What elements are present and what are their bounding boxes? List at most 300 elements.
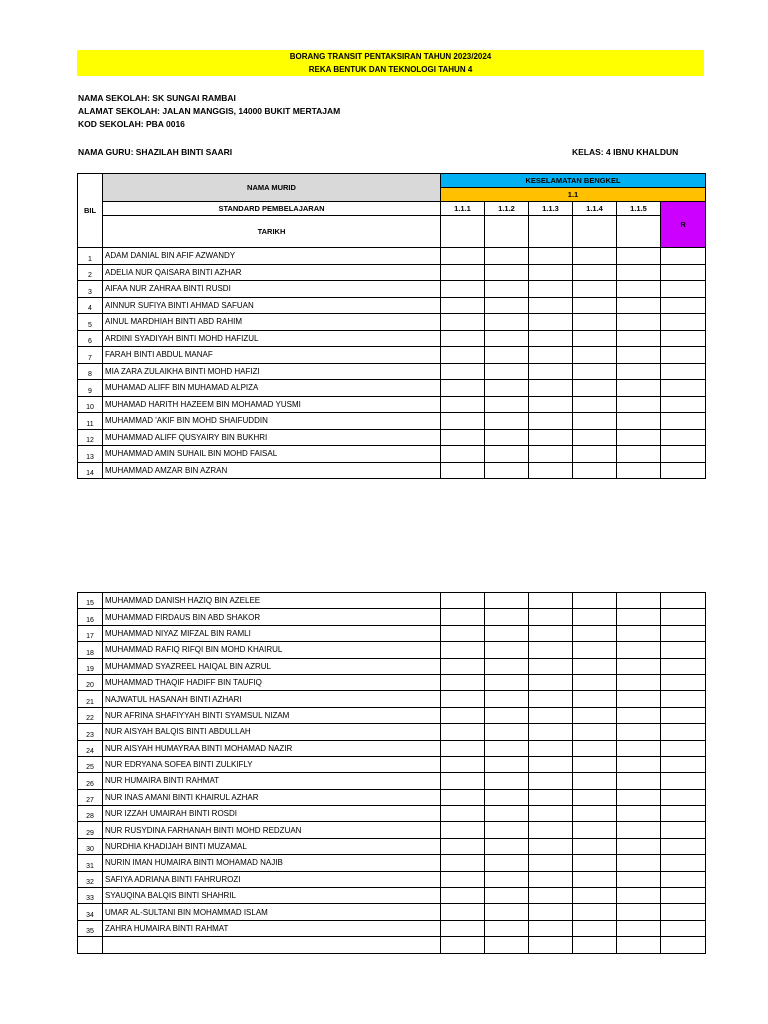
score-cell[interactable] [661,871,706,887]
student-name: NUR RUSYDINA FARHANAH BINTI MOHD REDZUAN [103,822,441,838]
score-cell[interactable] [529,806,573,822]
tarikh-cell[interactable] [573,216,617,248]
tarikh-cell[interactable] [617,216,661,248]
score-cell[interactable] [441,642,485,658]
student-number: 24 [78,740,103,756]
score-cell[interactable] [485,413,529,430]
student-number: 22 [78,707,103,723]
score-cell[interactable] [529,609,573,625]
score-cell[interactable] [617,363,661,380]
score-cell[interactable] [573,380,617,397]
student-number: 1 [78,248,103,265]
score-cell[interactable] [661,937,706,953]
nama-murid-header: NAMA MURID [103,174,441,202]
score-cell[interactable] [573,920,617,936]
score-cell[interactable] [661,609,706,625]
score-cell[interactable] [529,642,573,658]
score-cell[interactable] [661,691,706,707]
student-number: 35 [78,920,103,936]
student-name: MUHAMMAD RAFIQ RIFQI BIN MOHD KHAIRUL [103,642,441,658]
score-cell[interactable] [529,429,573,446]
score-cell[interactable] [617,429,661,446]
score-cell[interactable] [441,609,485,625]
score-cell[interactable] [573,658,617,674]
score-cell[interactable] [573,740,617,756]
student-name: MUHAMMAD DANISH HAZIQ BIN AZELEE [103,593,441,609]
score-cell[interactable] [441,773,485,789]
score-cell[interactable] [573,756,617,772]
student-row [78,330,706,347]
score-cell[interactable] [573,248,617,265]
score-cell[interactable] [485,429,529,446]
score-cell[interactable] [573,707,617,723]
score-cell[interactable] [617,674,661,690]
assessment-table-part2 [77,592,706,954]
student-number: 16 [78,609,103,625]
score-cell[interactable] [661,920,706,936]
student-row [78,855,706,871]
score-cell[interactable] [661,674,706,690]
student-number: 32 [78,871,103,887]
score-cell[interactable] [661,446,706,463]
student-number: 12 [78,429,103,446]
score-cell[interactable] [617,609,661,625]
score-cell[interactable] [617,724,661,740]
code-header: 1.1.5 [617,202,661,216]
score-cell[interactable] [485,609,529,625]
score-cell[interactable] [485,330,529,347]
score-cell[interactable] [441,380,485,397]
score-cell[interactable] [573,642,617,658]
score-cell[interactable] [529,888,573,904]
score-cell[interactable] [485,740,529,756]
student-name: NURIN IMAN HUMAIRA BINTI MOHAMAD NAJIB [103,855,441,871]
student-number: 18 [78,642,103,658]
score-cell[interactable] [661,740,706,756]
score-cell[interactable] [661,888,706,904]
score-cell[interactable] [529,281,573,298]
score-cell[interactable] [573,822,617,838]
score-cell[interactable] [529,658,573,674]
score-cell[interactable] [661,264,706,281]
score-cell[interactable] [441,248,485,265]
score-cell[interactable] [573,625,617,641]
score-cell[interactable] [573,674,617,690]
score-cell[interactable] [661,413,706,430]
score-cell[interactable] [661,248,706,265]
student-name: MUHAMAD HARITH HAZEEM BIN MOHAMAD YUSMI [103,396,441,413]
score-cell[interactable] [529,297,573,314]
score-cell[interactable] [529,264,573,281]
school-address: ALAMAT SEKOLAH: JALAN MANGGIS, 14000 BUKIT MERTAJAM [78,106,341,116]
score-cell[interactable] [661,625,706,641]
score-cell[interactable] [485,756,529,772]
score-cell[interactable] [529,625,573,641]
score-cell[interactable] [661,789,706,805]
student-row [78,297,706,314]
student-number: 28 [78,806,103,822]
score-cell[interactable] [573,789,617,805]
score-cell[interactable] [661,281,706,298]
student-name: NURDHIA KHADIJAH BINTI MUZAMAL [103,838,441,854]
score-cell[interactable] [617,593,661,609]
score-cell[interactable] [617,707,661,723]
student-row [78,740,706,756]
score-cell[interactable] [617,691,661,707]
student-number: 17 [78,625,103,641]
score-cell[interactable] [529,380,573,397]
score-cell[interactable] [441,822,485,838]
score-cell[interactable] [441,888,485,904]
score-cell[interactable] [573,937,617,953]
score-cell[interactable] [485,380,529,397]
score-cell[interactable] [441,904,485,920]
student-number: 25 [78,756,103,772]
score-cell[interactable] [441,625,485,641]
score-cell[interactable] [485,789,529,805]
score-cell[interactable] [573,773,617,789]
score-cell[interactable] [529,330,573,347]
score-cell[interactable] [573,396,617,413]
score-cell[interactable] [485,462,529,479]
score-cell[interactable] [441,593,485,609]
student-number: 19 [78,658,103,674]
score-cell[interactable] [441,363,485,380]
score-cell[interactable] [441,855,485,871]
score-cell[interactable] [661,707,706,723]
score-cell[interactable] [573,609,617,625]
student-number: 30 [78,838,103,854]
score-cell[interactable] [617,855,661,871]
student-row [78,904,706,920]
score-cell[interactable] [661,347,706,364]
score-cell[interactable] [485,396,529,413]
score-cell[interactable] [441,330,485,347]
bil-header: BIL [78,174,103,248]
score-cell[interactable] [573,264,617,281]
score-cell[interactable] [617,789,661,805]
score-cell[interactable] [573,871,617,887]
score-cell[interactable] [529,937,573,953]
score-cell[interactable] [485,593,529,609]
score-cell[interactable] [661,756,706,772]
score-cell[interactable] [617,264,661,281]
score-cell[interactable] [441,740,485,756]
score-cell[interactable] [617,822,661,838]
score-cell[interactable] [441,264,485,281]
student-row [78,609,706,625]
student-row [78,396,706,413]
score-cell[interactable] [529,707,573,723]
score-cell[interactable] [617,380,661,397]
r-header: R [661,202,706,248]
score-cell[interactable] [441,937,485,953]
standard-header: STANDARD PEMBELAJARAN [103,202,441,216]
score-cell[interactable] [441,413,485,430]
student-row [78,264,706,281]
score-cell[interactable] [661,855,706,871]
score-cell[interactable] [441,707,485,723]
score-cell[interactable] [441,691,485,707]
score-cell[interactable] [617,281,661,298]
student-row [78,871,706,887]
student-name: MUHAMAD ALIFF BIN MUHAMAD ALPIZA [103,380,441,397]
score-cell[interactable] [485,724,529,740]
score-cell[interactable] [485,822,529,838]
score-cell[interactable] [529,920,573,936]
score-cell[interactable] [661,838,706,854]
student-row [78,789,706,805]
form-title-banner [77,50,704,76]
student-row [78,462,706,479]
teacher-name: NAMA GURU: SHAZILAH BINTI SAARI [78,147,233,157]
student-name: MUHAMMAD AMZAR BIN AZRAN [103,462,441,479]
student-number: 21 [78,691,103,707]
student-number: 6 [78,330,103,347]
score-cell[interactable] [617,625,661,641]
score-cell[interactable] [661,396,706,413]
tarikh-cell[interactable] [441,216,485,248]
score-cell[interactable] [661,462,706,479]
score-cell[interactable] [441,871,485,887]
score-cell[interactable] [441,297,485,314]
score-cell[interactable] [661,773,706,789]
score-cell[interactable] [617,347,661,364]
student-name: NUR IZZAH UMAIRAH BINTI ROSDI [103,806,441,822]
score-cell[interactable] [573,724,617,740]
score-cell[interactable] [529,724,573,740]
score-cell[interactable] [441,658,485,674]
score-cell[interactable] [485,838,529,854]
score-cell[interactable] [485,937,529,953]
score-cell[interactable] [617,446,661,463]
score-cell[interactable] [661,904,706,920]
score-cell[interactable] [441,462,485,479]
student-row [78,593,706,609]
score-cell[interactable] [441,806,485,822]
score-cell[interactable] [661,593,706,609]
class-name: KELAS: 4 IBNU KHALDUN [572,147,679,157]
score-cell[interactable] [441,429,485,446]
score-cell[interactable] [529,347,573,364]
student-name: SAFIYA ADRIANA BINTI FAHRUROZI [103,871,441,887]
tarikh-header: TARIKH [103,216,441,248]
student-row [78,380,706,397]
score-cell[interactable] [661,429,706,446]
score-cell[interactable] [573,281,617,298]
score-cell[interactable] [617,658,661,674]
score-cell[interactable] [485,363,529,380]
score-cell[interactable] [441,674,485,690]
score-cell[interactable] [441,789,485,805]
score-cell[interactable] [661,658,706,674]
score-cell[interactable] [485,347,529,364]
school-name: NAMA SEKOLAH: SK SUNGAI RAMBAI [78,93,236,103]
student-name: MUHAMMAD ALIFF QUSYAIRY BIN BUKHRI [103,429,441,446]
score-cell[interactable] [529,871,573,887]
score-cell[interactable] [485,855,529,871]
score-cell[interactable] [573,462,617,479]
score-cell[interactable] [617,806,661,822]
score-cell[interactable] [441,920,485,936]
score-cell[interactable] [661,330,706,347]
score-cell[interactable] [529,789,573,805]
score-cell[interactable] [661,363,706,380]
score-cell[interactable] [617,838,661,854]
score-cell[interactable] [573,429,617,446]
student-row [78,691,706,707]
score-cell[interactable] [573,347,617,364]
score-cell[interactable] [661,806,706,822]
student-number: 2 [78,264,103,281]
score-cell[interactable] [573,904,617,920]
score-cell[interactable] [485,904,529,920]
score-cell[interactable] [617,396,661,413]
score-cell[interactable] [573,330,617,347]
score-cell[interactable] [573,888,617,904]
score-cell[interactable] [573,691,617,707]
score-cell[interactable] [485,658,529,674]
score-cell[interactable] [441,724,485,740]
score-cell[interactable] [441,281,485,298]
student-name: AIFAA NUR ZAHRAA BINTI RUSDI [103,281,441,298]
score-cell[interactable] [529,773,573,789]
score-cell[interactable] [529,314,573,331]
student-number: 13 [78,446,103,463]
score-cell[interactable] [573,593,617,609]
score-cell[interactable] [485,314,529,331]
score-cell[interactable] [485,691,529,707]
score-cell[interactable] [573,806,617,822]
score-cell[interactable] [529,740,573,756]
score-cell[interactable] [529,904,573,920]
student-number: 29 [78,822,103,838]
score-cell[interactable] [485,297,529,314]
score-cell[interactable] [573,297,617,314]
score-cell[interactable] [661,642,706,658]
score-cell[interactable] [617,920,661,936]
score-cell[interactable] [617,642,661,658]
code-header: 1.1.2 [485,202,529,216]
score-cell[interactable] [441,347,485,364]
score-cell[interactable] [617,904,661,920]
score-cell[interactable] [485,446,529,463]
score-cell[interactable] [661,822,706,838]
student-row [78,822,706,838]
score-cell[interactable] [529,691,573,707]
score-cell[interactable] [529,838,573,854]
student-row [78,413,706,430]
score-cell[interactable] [529,674,573,690]
score-cell[interactable] [617,314,661,331]
score-cell[interactable] [441,838,485,854]
student-number: 20 [78,674,103,690]
student-number: 3 [78,281,103,298]
student-number: 31 [78,855,103,871]
score-cell[interactable] [617,248,661,265]
score-cell[interactable] [485,264,529,281]
score-cell[interactable] [617,413,661,430]
score-cell[interactable] [485,920,529,936]
score-cell[interactable] [573,838,617,854]
score-cell[interactable] [617,462,661,479]
score-cell[interactable] [485,642,529,658]
student-name: AINUL MARDHIAH BINTI ABD RAHIM [103,314,441,331]
score-cell[interactable] [441,314,485,331]
student-name: MUHAMMAD THAQIF HADIFF BIN TAUFIQ [103,674,441,690]
score-cell[interactable] [485,707,529,723]
score-cell[interactable] [485,674,529,690]
score-cell[interactable] [485,871,529,887]
student-row [78,937,706,953]
score-cell[interactable] [529,462,573,479]
score-cell[interactable] [617,297,661,314]
score-cell[interactable] [573,363,617,380]
score-cell[interactable] [529,756,573,772]
score-cell[interactable] [529,593,573,609]
score-cell[interactable] [617,888,661,904]
score-cell[interactable] [529,822,573,838]
student-name: ZAHRA HUMAIRA BINTI RAHMAT [103,920,441,936]
score-cell[interactable] [573,314,617,331]
student-name: NUR AISYAH BALQIS BINTI ABDULLAH [103,724,441,740]
student-number: 8 [78,363,103,380]
score-cell[interactable] [573,413,617,430]
tarikh-cell[interactable] [485,216,529,248]
score-cell[interactable] [529,396,573,413]
score-cell[interactable] [441,446,485,463]
score-cell[interactable] [485,773,529,789]
score-cell[interactable] [485,625,529,641]
student-number: 10 [78,396,103,413]
student-name: AINNUR SUFIYA BINTI AHMAD SAFUAN [103,297,441,314]
score-cell[interactable] [529,363,573,380]
score-cell[interactable] [573,446,617,463]
score-cell[interactable] [573,855,617,871]
school-code: KOD SEKOLAH: PBA 0016 [78,119,185,129]
score-cell[interactable] [485,806,529,822]
score-cell[interactable] [617,756,661,772]
score-cell[interactable] [617,330,661,347]
student-name: MUHAMMAD AMIN SUHAIL BIN MOHD FAISAL [103,446,441,463]
score-cell[interactable] [617,773,661,789]
score-cell[interactable] [529,446,573,463]
student-row [78,756,706,772]
score-cell[interactable] [661,297,706,314]
score-cell[interactable] [529,248,573,265]
score-cell[interactable] [617,937,661,953]
score-cell[interactable] [485,888,529,904]
score-cell[interactable] [441,396,485,413]
score-cell[interactable] [485,248,529,265]
score-cell[interactable] [529,855,573,871]
student-number: 5 [78,314,103,331]
student-row [78,658,706,674]
score-cell[interactable] [441,756,485,772]
code-header: 1.1.1 [441,202,485,216]
student-number: 14 [78,462,103,479]
score-cell[interactable] [661,380,706,397]
score-cell[interactable] [617,740,661,756]
score-cell[interactable] [661,724,706,740]
score-cell[interactable] [485,281,529,298]
student-row [78,920,706,936]
tarikh-cell[interactable] [529,216,573,248]
student-number: 33 [78,888,103,904]
score-cell[interactable] [661,314,706,331]
score-cell[interactable] [617,871,661,887]
score-cell[interactable] [529,413,573,430]
